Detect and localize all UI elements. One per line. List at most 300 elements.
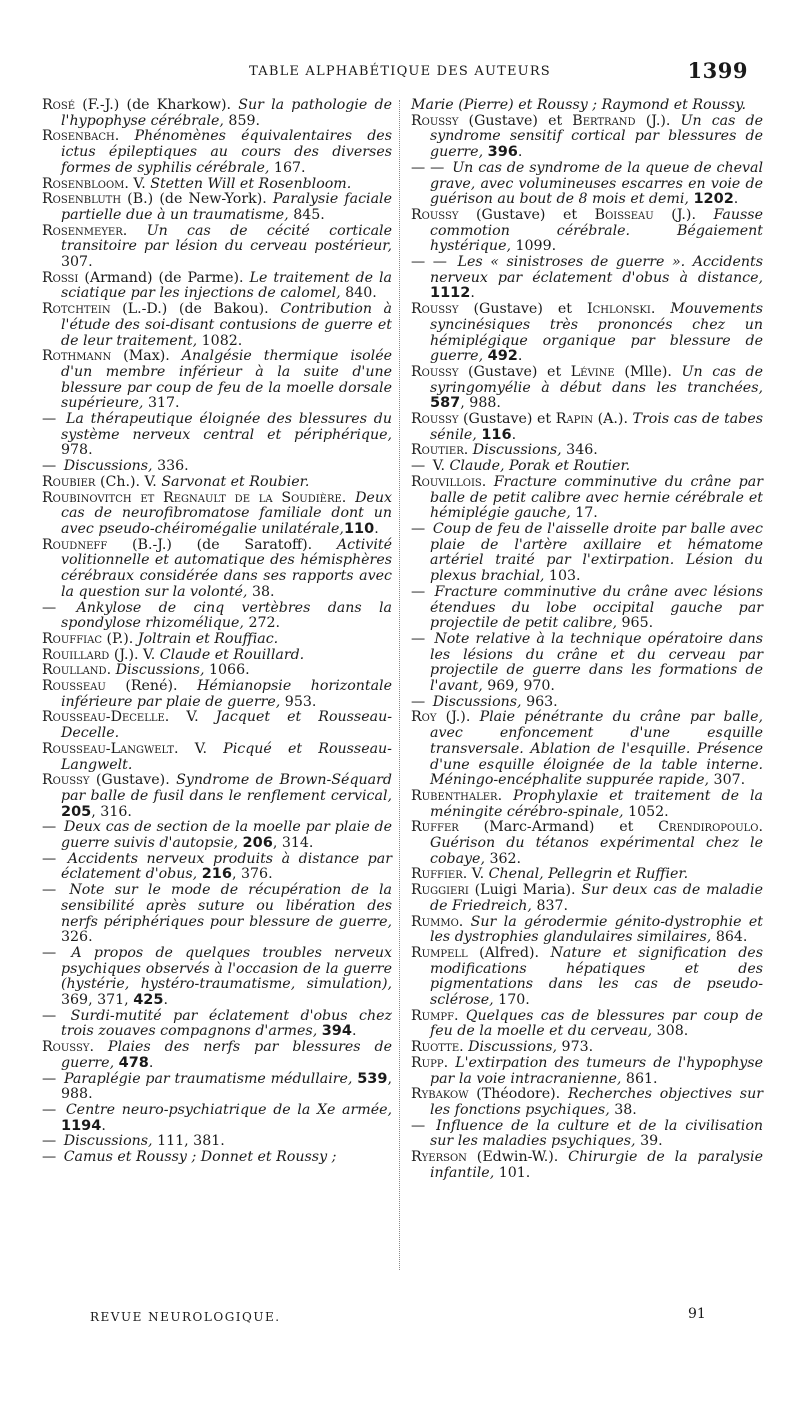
entry-title: Le traitement de la sciatique par les injections de calomel, — [61, 269, 392, 302]
entry-dash: — — [411, 583, 426, 600]
entry-pages-after: , 988. — [61, 1070, 393, 1103]
entry-title: Nature et signification des modifications hépatiques et des pigmentations dans les cas de pseudo-sclérose, — [430, 944, 763, 1009]
index-entry — [42, 820, 392, 851]
entry-title: Hémianopsie horizontale inférieure par plaie de guerre, — [61, 678, 392, 710]
entry-author: Roussy — [411, 206, 459, 223]
entry-main-page: 1112 — [430, 285, 471, 302]
entry-pages: 969, 970. — [482, 678, 555, 695]
entry-pages: 1099. — [510, 238, 557, 255]
index-entry — [411, 1009, 763, 1040]
entry-pages: 17. — [570, 505, 598, 522]
entry-text: (P.). — [102, 630, 138, 647]
entry-author: Rothmann — [42, 348, 112, 365]
index-entry — [42, 742, 392, 773]
entry-text: (J.). V. — [109, 646, 160, 663]
entry-title: Un cas de syringomyélie à début dans les tranchées, — [430, 363, 763, 396]
entry-text: (Gustave) et — [458, 206, 595, 223]
entry-author: Ruffier — [411, 866, 463, 883]
index-entry — [42, 475, 392, 491]
entry-pages-after: . — [511, 426, 517, 443]
entry-title: Un cas de syndrome sensitif cortical par blessures de guerre, — [430, 112, 763, 161]
entry-text: . — [497, 787, 514, 804]
entry-author: Roulland — [42, 662, 107, 679]
entry-text: . — [341, 489, 356, 506]
entry-author: Rouillard — [42, 646, 110, 663]
entry-author: Ruggieri — [411, 882, 469, 899]
entry-pages: 1066. — [204, 662, 250, 679]
entry-coauthor: Bertrand — [572, 112, 636, 129]
entry-pages: 859. — [223, 112, 261, 129]
entry-title: Activité volitionnelle et automatique des hémisphères cérébraux considérée dans ses rapports avec la question sur la volonté, — [61, 536, 392, 600]
index-entry — [42, 1103, 392, 1134]
entry-dash: — — — [411, 159, 445, 176]
entry-title: Un cas de syndrome de la queue de cheval grave, avec volumineuses escarres en voie de guérison au bout de 8 mois et demi, — [430, 159, 764, 208]
entry-text: . V. — [174, 740, 224, 757]
entry-title: Chirurgie de la paralysie infantile, — [430, 1149, 763, 1181]
entry-pages: 963. — [521, 693, 558, 710]
entry-pages: 840. — [340, 285, 377, 302]
entry-author: Rotchtein — [42, 301, 111, 318]
entry-pages-after: . — [517, 144, 523, 161]
entry-dash: — — [42, 458, 57, 475]
index-entry — [42, 412, 392, 459]
entry-main-page: 1202 — [693, 191, 734, 208]
page-number: 1399 — [687, 58, 748, 83]
entry-pages: 978. — [61, 442, 93, 459]
entry-pages: 973. — [557, 1039, 594, 1056]
entry-main-page: 394 — [321, 1023, 352, 1040]
entry-dash: — — [42, 1007, 57, 1024]
entry-text: V. — [432, 458, 450, 475]
entry-pages: 308. — [652, 1023, 689, 1040]
entry-dash: — — — [411, 254, 447, 271]
right-column — [411, 98, 763, 1182]
entry-text: . V. — [124, 175, 151, 192]
index-entry — [42, 129, 392, 176]
entry-pages-after: , 376. — [231, 866, 273, 883]
entry-text: (Gustave) et — [458, 301, 588, 318]
index-entry — [42, 1040, 392, 1071]
index-entry — [411, 208, 763, 255]
entry-coauthor: Ichlonski — [587, 301, 651, 318]
entry-author: Roubinovitch et Regnault de la Soudière — [42, 489, 342, 506]
index-entry — [42, 773, 392, 820]
entry-pages: 101. — [494, 1164, 531, 1181]
entry-pages-after: , 314. — [272, 835, 314, 852]
index-entry — [42, 349, 392, 412]
entry-main-page: 116 — [481, 426, 512, 443]
index-entry — [411, 820, 763, 867]
index-entry — [42, 1009, 392, 1040]
entry-dash: — — [411, 520, 426, 537]
index-entry — [411, 915, 763, 946]
entry-author: Rouvillois — [411, 473, 482, 490]
entry-dash: — — [411, 630, 426, 647]
entry-dash: — — [42, 882, 57, 899]
entry-pages: 864. — [711, 929, 748, 946]
entry-pages: 326. — [61, 929, 93, 946]
entry-title: Centre neuro-psychiatrique de la Xe armée, — [65, 1102, 392, 1118]
entry-pages: 1052. — [623, 803, 669, 820]
entry-dash: — — [42, 819, 57, 836]
entry-text: . — [458, 913, 471, 930]
entry-author: Roy — [411, 709, 437, 726]
entry-title: Plaies des nerfs par blessures de guerre, — [61, 1039, 392, 1071]
entry-author: Rousseau-Langwelt — [42, 740, 175, 757]
entry-title: Discussions, — [63, 1133, 153, 1150]
index-entry — [411, 867, 763, 883]
index-entry — [42, 302, 392, 349]
entry-pages-after: . — [163, 992, 168, 1009]
index-entry — [411, 1056, 763, 1087]
entry-main-page: 110 — [343, 520, 375, 537]
footer-signature: 91 — [688, 1306, 706, 1322]
entry-text: (Gustave). — [89, 772, 177, 789]
entry-title: Discussions, — [472, 442, 562, 459]
entry-text: . — [443, 1054, 456, 1071]
entry-pages: 38. — [247, 583, 275, 600]
entry-author: Rousseau-Decelle — [42, 709, 165, 726]
entry-title: Sur deux cas de maladie de Friedreich, — [430, 882, 763, 914]
entry-title: Fracture comminutive du crâne avec lésions étendues du lobe occipital gauche par projectile de petit calibre, — [430, 583, 764, 632]
entry-title: Chenal, Pellegrin et Ruffier. — [488, 866, 689, 883]
entry-main-page: 587 — [430, 395, 461, 412]
entry-author: Ruotte — [411, 1039, 460, 1056]
entry-title: Paraplégie par traumatisme médullaire, — [63, 1070, 353, 1087]
entry-coauthor: Crendiropoulo — [658, 819, 759, 836]
entry-main-page: 396 — [487, 144, 518, 161]
index-entry — [411, 365, 763, 412]
column-divider — [399, 100, 400, 1270]
entry-title: Influence de la culture et de la civilisation sur les maladies psychiques, — [430, 1117, 763, 1150]
entry-title: Quelques cas de blessures par coup de feu de la moelle et du cerveau, — [430, 1007, 763, 1040]
index-entry — [42, 663, 392, 679]
entry-text: (Mlle). — [614, 363, 682, 380]
entry-text: . — [89, 1039, 108, 1056]
page-header — [0, 58, 800, 86]
entry-pages-after: . — [101, 1117, 106, 1134]
entry-author: Rosé — [42, 97, 76, 113]
entry-author: Rosenbluth — [42, 191, 122, 208]
entry-text: . — [106, 662, 116, 679]
index-entry — [42, 1150, 392, 1166]
entry-title: Claude, Porak et Routier. — [449, 458, 631, 475]
entry-pages-after: . — [517, 348, 523, 365]
index-entry — [42, 679, 392, 710]
index-entry — [42, 459, 392, 475]
running-title: TABLE ALPHABÉTIQUE DES AUTEURS — [249, 64, 551, 79]
entry-pages: 861. — [621, 1070, 658, 1087]
entry-text: . — [122, 222, 147, 239]
entry-author: Roussy — [42, 772, 90, 789]
index-entry — [42, 946, 392, 1009]
entry-author: Rouffiac — [42, 630, 103, 647]
entry-title: Deux cas de section de la moelle par plaie de guerre suivis d'autopsie, — [61, 819, 392, 852]
entry-text: . V. — [164, 709, 216, 726]
index-entry — [411, 1119, 763, 1150]
index-entry — [42, 632, 392, 648]
entry-title: Discussions, — [115, 662, 205, 679]
index-entry — [411, 459, 763, 475]
entry-title: Fausse commotion cérébrale. Bégaiement hystérique, — [430, 206, 763, 255]
entry-title: Claude et Rouillard. — [159, 646, 305, 663]
index-entry — [411, 98, 763, 114]
entry-coauthor: Boisseau — [594, 206, 654, 223]
index-entry — [411, 114, 763, 161]
index-entry — [42, 192, 392, 223]
entry-dash: — — [42, 850, 57, 867]
entry-title: Analgésie thermique isolée d'un membre inférieur à la suite d'une blessure par coup de feu de la moelle dorsale supérieure, — [61, 348, 393, 412]
entry-title: Un cas de cécité corticale transitoire par lésion du cerveau postérieur, — [61, 222, 392, 255]
entry-text: (F.-J.) (de Kharkow). — [75, 97, 239, 113]
entry-dash: — — [42, 1102, 57, 1118]
index-entry — [42, 852, 392, 883]
entry-title: Note relative à la technique opératoire dans les lésions du crâne et du cerveau par projectile de guerre dans les formations de l'avant, — [430, 630, 763, 695]
entry-author: Rupp — [411, 1054, 444, 1071]
entry-title: A propos de quelques troubles nerveux psychiques observés à l'occasion de la guerre (hystérie, hystéro-traumatisme, simulation), — [61, 944, 392, 993]
entry-title: Fracture comminutive du crâne par balle de petit calibre avec hernie cérébrale et hémiplégie gauche, — [430, 473, 763, 522]
entry-author: Roussy — [42, 1039, 90, 1056]
index-entry — [42, 601, 392, 632]
entry-title: Sur la pathologie de l'hypophyse cérébrale, — [61, 97, 392, 129]
entry-author: Rumpell — [411, 944, 468, 961]
entry-main-page: 478 — [118, 1054, 149, 1071]
entry-author: Rousseau — [42, 678, 106, 695]
entry-main-page: 206 — [242, 835, 273, 852]
entry-pages: 111, 381. — [152, 1133, 225, 1150]
entry-title: Jacquet et Rousseau-Decelle. — [61, 709, 392, 742]
entry-text: . — [758, 819, 763, 836]
index-entry — [411, 522, 763, 585]
entry-title: Note sur le mode de récupération de la sensibilité après suture ou libération des nerfs périphériques pour blessure de guerre, — [61, 882, 393, 930]
entry-dash: — — [42, 1070, 57, 1087]
entry-title: Trois cas de tabes sénile, — [430, 411, 763, 443]
entry-main-page: 425 — [133, 992, 164, 1009]
entry-title: Surdi-mutité par éclatement d'obus chez trois zouaves compagnons d'armes, — [61, 1007, 392, 1040]
entry-pages: 167. — [269, 159, 306, 176]
index-entry — [411, 695, 763, 711]
entry-title: Discussions, — [432, 693, 522, 710]
index-entry — [411, 1087, 763, 1118]
entry-main-page: 492 — [487, 348, 518, 365]
entry-author: Rummo — [411, 913, 459, 930]
entry-title: Prophylaxie et traitement de la méningite cérébro-spinale, — [430, 787, 763, 820]
entry-text: . — [481, 473, 494, 490]
entry-author: Rubenthaler — [411, 787, 498, 804]
entry-pages: 362. — [484, 850, 522, 867]
entry-coauthor: Lévine — [570, 363, 615, 380]
entry-title: Sur la gérodermie génito-dystrophie et les dystrophies glandulaires similaires, — [430, 913, 763, 946]
entry-text: (B.) (de New-York). — [121, 191, 273, 208]
entry-author: Ruffer — [411, 819, 459, 836]
entry-author: Roussy — [411, 112, 459, 129]
entry-text: (L.-D.) (de Bakou). — [110, 301, 281, 318]
index-entry — [42, 538, 392, 601]
entry-title: Discussions, — [63, 458, 153, 475]
index-entry — [411, 443, 763, 459]
entry-title: Contribution à l'étude des soi-disant contusions de guerre et de leur traitement, — [61, 301, 392, 349]
entry-author: Routier — [411, 442, 464, 459]
index-entry — [42, 224, 392, 271]
entry-title: Marie (Pierre) et Roussy ; Raymond et Roussy. — [411, 97, 746, 113]
index-entry — [42, 271, 392, 302]
entry-author: Rybakow — [411, 1086, 469, 1103]
entry-text: (J.). — [653, 206, 714, 223]
entry-title: Discussions, — [468, 1039, 558, 1056]
entry-pages: 336. — [152, 458, 189, 475]
entry-title: Picqué et Rousseau-Langwelt. — [61, 740, 392, 773]
entry-title: L'extirpation des tumeurs de l'hypophyse par la voie intracranienne, — [430, 1054, 763, 1087]
entry-text: (Gustave) et — [458, 363, 571, 380]
entry-pages: 170. — [493, 992, 530, 1009]
entry-text: . — [463, 442, 473, 459]
index-entry — [411, 883, 763, 914]
entry-author: Rumpf — [411, 1007, 455, 1024]
index-entry — [411, 585, 763, 632]
index-entry — [42, 98, 392, 129]
entry-pages-after: , 988. — [460, 395, 501, 412]
entry-title: Paralysie faciale partielle due à un traumatisme, — [61, 191, 392, 223]
entry-author: Rosenbach — [42, 128, 115, 145]
entry-title: Recherches objectives sur les fonctions psychiques, — [430, 1086, 763, 1118]
entry-dash: — — [42, 944, 57, 961]
entry-pages: 317. — [143, 395, 180, 412]
entry-pages: 346. — [561, 442, 598, 459]
entry-pages: 845. — [288, 206, 325, 223]
index-entry — [42, 177, 392, 193]
entry-author: Rossi — [42, 269, 79, 286]
entry-text: (Gustave) et — [458, 411, 556, 428]
entry-text: . V. — [462, 866, 489, 883]
entry-pages-after: . — [470, 285, 475, 302]
entry-dash: — — [42, 599, 57, 616]
entry-title: Joltrain et Rouffiac. — [137, 630, 279, 647]
entry-text: (Armand) (de Parme). — [78, 269, 250, 286]
index-entry — [42, 491, 392, 538]
entry-pages: 39. — [635, 1133, 663, 1150]
entry-text: . — [114, 128, 135, 145]
entry-title: Ankylose de cinq vertèbres dans la spondylose rhizomélique, — [61, 599, 392, 632]
entry-title: Les « sinistroses de guerre ». Accidents nerveux par éclatement d'obus à distance, — [430, 254, 763, 286]
entry-text: (Théodore). — [468, 1086, 568, 1103]
index-entry — [411, 789, 763, 820]
entry-pages-after: . — [374, 520, 379, 537]
entry-text: (Gustave) et — [458, 112, 573, 129]
index-entry — [411, 1040, 763, 1056]
entry-coauthor: Rapin — [555, 411, 594, 428]
entry-pages: 965. — [617, 615, 654, 632]
entry-title: Deux cas de neurofibromatose familiale dont un avec pseudo-chéiromégalie unilatérale, — [61, 489, 392, 537]
index-entry — [411, 255, 763, 302]
entry-dash: — — [411, 1117, 426, 1134]
entry-pages: 1082. — [197, 332, 243, 349]
entry-title: Coup de feu de l'aisselle droite par balle avec plaie de l'artère axillaire et hématome artériel traité par l'extirpation. Lésion du plexus brachial, — [430, 520, 763, 585]
index-entry — [42, 883, 392, 946]
entry-dash: — — [411, 458, 426, 475]
entry-text: (Marc-Armand) et — [458, 819, 659, 836]
entry-pages-after: . — [148, 1054, 154, 1071]
entry-pages: 369, 371, — [61, 992, 134, 1009]
entry-main-page: 205 — [61, 803, 92, 820]
entry-dash: — — [42, 1133, 57, 1150]
entry-title: La thérapeutique éloignée des blessures du système nerveux central et périphérique, — [61, 411, 392, 443]
entry-main-page: 216 — [201, 866, 232, 883]
entry-text: (Alfred). — [467, 944, 551, 961]
entry-author: Roussy — [411, 301, 459, 318]
entry-dash: — — [42, 1149, 57, 1166]
index-entry — [411, 475, 763, 522]
entry-pages: 307. — [61, 254, 93, 271]
entry-pages: 837. — [531, 897, 569, 914]
entry-author: Rosenbloom — [42, 175, 125, 192]
entry-text: (Ch.). V. — [95, 473, 162, 490]
entry-author: Roubier — [42, 473, 96, 490]
entry-pages: 103. — [544, 568, 581, 585]
entry-author: Rosenmeyer — [42, 222, 123, 239]
index-entry — [42, 648, 392, 664]
entry-main-page: 539 — [357, 1070, 388, 1087]
index-entry — [411, 632, 763, 695]
entry-pages-after: . — [733, 191, 739, 208]
entry-text: (J.). — [436, 709, 480, 726]
entry-title: Accidents nerveux produits à distance par éclatement d'obus, — [61, 850, 393, 883]
index-entry — [411, 302, 763, 365]
index-entry — [411, 412, 763, 443]
entry-title: Mouvements syncinésiques très prononcés chez un hémiplégique organique par blessure de guerre, — [430, 301, 763, 365]
entry-pages: 307. — [709, 772, 746, 789]
entry-title: Plaie pénétrante du crâne par balle, avec enfoncement d'une esquille transversale. Ablation de l'esquille. Présence d'une esquille éloignée de la table interne. Méningo-encéphalite suppurée rapide, — [430, 709, 763, 789]
entry-title: Guérison du tétanos expérimental chez le cobaye, — [430, 835, 763, 867]
entry-author: Roussy — [411, 363, 459, 380]
entry-title: Syndrome de Brown-Séquard par balle de fusil dans le renflement cervical, — [61, 772, 392, 804]
entry-author: Roussy — [411, 411, 459, 428]
entry-main-page: 1194 — [61, 1117, 102, 1134]
index-entry — [42, 710, 392, 741]
entry-text: . — [454, 1007, 466, 1024]
entry-text: (B.-J.) (de Saratoff). — [107, 536, 337, 553]
entry-author: Ryerson — [411, 1149, 467, 1166]
index-entry — [411, 161, 763, 208]
index-entry — [42, 1072, 392, 1103]
index-entry — [411, 710, 763, 789]
entry-text: (René). — [105, 678, 198, 695]
entry-text: (A.). — [593, 411, 633, 428]
entry-pages: 38. — [609, 1102, 637, 1118]
entry-text: (Luigi Maria). — [468, 882, 582, 899]
entry-dash: — — [411, 693, 426, 710]
index-entry — [42, 1134, 392, 1150]
entry-pages: 953. — [280, 693, 317, 710]
entry-pages-after: , 316. — [91, 803, 132, 820]
entry-text: . — [650, 301, 671, 318]
entry-text: (J.). — [635, 112, 681, 129]
entry-pages: 272. — [243, 615, 281, 632]
entry-author: Roudneff — [42, 536, 108, 553]
entry-title: Phénomènes équivalentaires des ictus épileptiques au cours des diverses formes de syphilis cérébrale, — [61, 128, 392, 176]
entry-pages-after: . — [352, 1023, 357, 1040]
entry-title: Stetten Will et Rosenbloom. — [150, 175, 352, 192]
entry-text: (Max). — [111, 348, 182, 365]
entry-text: . — [459, 1039, 469, 1056]
index-entry — [411, 946, 763, 1009]
left-column — [42, 98, 392, 1166]
entry-title: Camus et Roussy ; Donnet et Roussy ; — [63, 1149, 337, 1166]
footer-journal: REVUE NEUROLOGIQUE. — [90, 1310, 281, 1324]
entry-text: (Edwin-W.). — [466, 1149, 569, 1166]
entry-title: Sarvonat et Roubier. — [161, 473, 310, 490]
entry-dash: — — [42, 411, 57, 428]
index-entry — [411, 1150, 763, 1181]
